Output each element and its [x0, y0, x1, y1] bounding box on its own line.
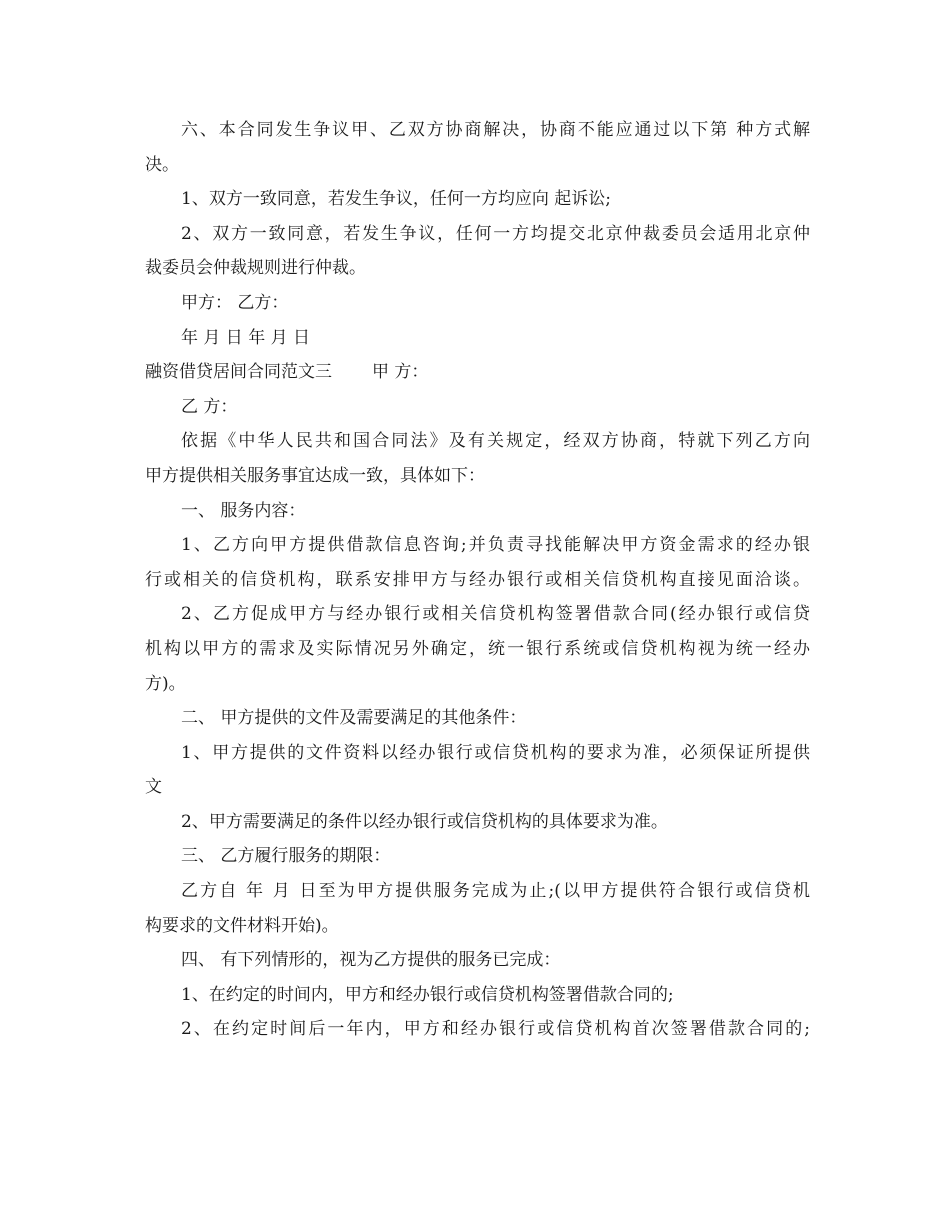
text-line: 决。 — [145, 154, 179, 175]
text-line: 一、 服务内容： — [181, 500, 306, 521]
text-line: 2、甲方需要满足的条件以经办银行或信贷机构的具体要求为准。 — [181, 811, 668, 832]
text-line: 文 — [145, 777, 162, 798]
text-line: 四、 有下列情形的，视为乙方提供的服务已完成： — [181, 950, 561, 971]
text-line: 裁委员会仲裁规则进行仲裁。 — [145, 258, 366, 279]
text-line: 1、在约定的时间内，甲方和经办银行或信贷机构签署借款合同的; — [181, 984, 674, 1005]
document-body — [145, 113, 810, 1047]
text-line: 2、乙方促成甲方与经办银行或相关信贷机构签署借款合同(经办银行或信贷 — [181, 604, 810, 625]
text-line: 六、本合同发生争议甲、乙双方协商解决，协商不能应通过以下第 种方式解 — [181, 120, 810, 140]
text-line: 1、乙方向甲方提供借款信息咨询;并负责寻找能解决甲方资金需求的经办银 — [181, 535, 810, 556]
text-line: 乙 方： — [181, 396, 238, 417]
text-line: 甲方： 乙方： — [181, 292, 289, 313]
text-line: 2、在约定时间后一年内，甲方和经办银行或信贷机构首次签署借款合同的; — [181, 1019, 810, 1040]
party-label: 甲 方： — [372, 362, 429, 383]
text-line: 年 月 日 年 月 日 — [181, 327, 311, 348]
section-title: 融资借贷居间合同范文三 — [145, 362, 332, 383]
text-line: 1、双方一致同意，若发生争议，任何一方均应向 起诉讼; — [181, 189, 611, 210]
text-line — [145, 355, 810, 390]
text-line: 三、 乙方履行服务的期限： — [181, 846, 391, 867]
text-line: 二、 甲方提供的文件及需要满足的其他条件： — [181, 708, 527, 729]
text-line: 1、甲方提供的文件资料以经办银行或信贷机构的要求为准，必须保证所提供 — [181, 742, 810, 763]
text-line: 行或相关的信贷机构，联系安排甲方与经办银行或相关信贷机构直接见面洽谈。 — [145, 569, 810, 590]
text-line: 2、双方一致同意，若发生争议，任何一方均提交北京仲裁委员会适用北京仲 — [181, 223, 810, 244]
text-line: 乙方自 年 月 日至为甲方提供服务完成为止;(以甲方提供符合银行或信贷机 — [181, 881, 810, 902]
text-line: 甲方提供相关服务事宜达成一致，具体如下： — [145, 465, 485, 486]
text-line: 依据《中华人民共和国合同法》及有关规定，经双方协商，特就下列乙方向 — [181, 431, 810, 452]
text-line: 构要求的文件材料开始)。 — [145, 915, 339, 936]
text-line: 方)。 — [145, 673, 186, 694]
text-line: 机构以甲方的需求及实际情况另外确定，统一银行系统或信贷机构视为统一经办 — [145, 638, 810, 659]
